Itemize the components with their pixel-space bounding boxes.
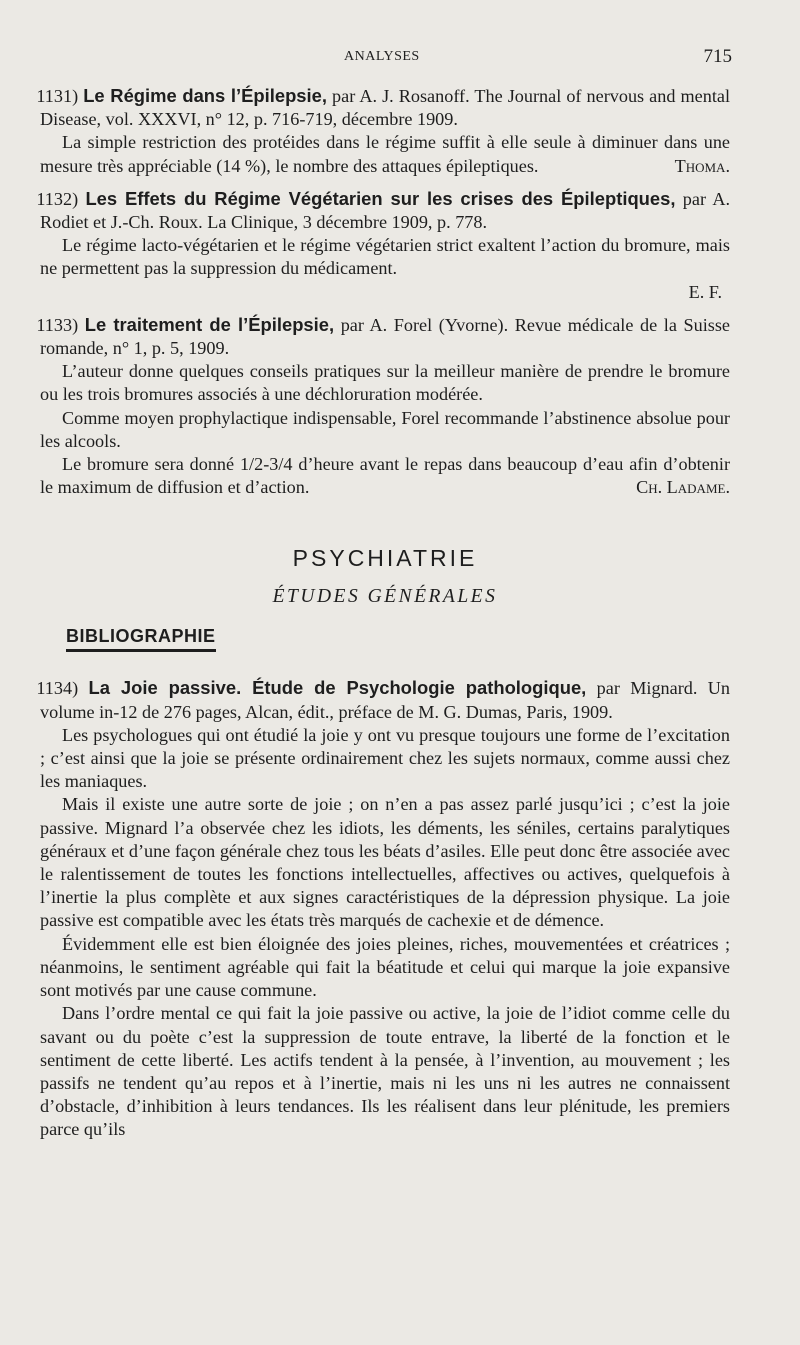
- entry-heading: [36, 313, 730, 360]
- subsection-title: ÉTUDES GÉNÉRALES: [272, 586, 498, 608]
- entry-paragraph: Le régime lacto-végétarien et le régime végétarien strict exaltent l’action du bromure, mais ne permettent pas la suppression du médicament.: [40, 235, 730, 279]
- entry-number: 1134): [36, 678, 79, 699]
- rubric-heading: BIBLIOGRAPHIE: [66, 626, 216, 652]
- entry-paragraph: La simple restriction des protéides dans le régime suffit à elle seule à diminuer dans une mesure très appréciable (14 %), le nombre des attaques épileptiques. Thoma.: [40, 131, 730, 177]
- entry-signature: Thoma.: [674, 155, 730, 176]
- entry-heading: [36, 187, 731, 234]
- section-title: PSYCHIATRIE: [292, 545, 478, 572]
- entry-paragraph: Comme moyen prophylactique indispensable, Forel recommande l’abstinence absolue pour les alcools.: [40, 407, 730, 451]
- entry-title: Le Régime dans l’Épilepsie,: [83, 85, 327, 106]
- entry-title: Le traitement de l’Épilepsie,: [84, 313, 335, 335]
- entry-title: La Joie passive. Étude de Psychologie pathologique,: [88, 677, 587, 699]
- entry-paragraph: Les psychologues qui ont étudié la joie y ont vu presque toujours une forme de l’excitation ; c’est ainsi que la joie se présente ordinairement chez les sujets normaux, comme aussi chez les maniaques.: [40, 724, 730, 792]
- entry-paragraph: Le bromure sera donné 1/2-3/4 d’heure avant le repas dans beaucoup d’eau afin d’obtenir le maximum de diffusion et d’action. Ch. Ladame.: [40, 453, 730, 499]
- page-content: [36, 84, 731, 1151]
- page-number: 715: [703, 46, 732, 67]
- running-head: [0, 46, 800, 70]
- entry-signature: Ch. Ladame.: [636, 477, 730, 498]
- entry-number: 1132): [36, 188, 79, 209]
- entry-number: 1131): [36, 86, 79, 106]
- entry-heading: [36, 84, 730, 131]
- entry-citation: par A. J. Rosanoff. The Journal of nervous and mental Disease, vol. XXXVI, n° 12, p. 716-719, décembre 1909.: [40, 86, 730, 130]
- entry-citation: par Mignard. Un volume in-12 de 276 pages, Alcan, édit., préface de M. G. Dumas, Paris, 1909.: [40, 678, 731, 722]
- abstract-entry-1132: [36, 187, 731, 304]
- entry-paragraph: Évidemment elle est bien éloignée des joies pleines, riches, mouvementées et créatrices ; néanmoins, le sentiment agréable qui fait la béatitude et celui qui marque la joie expansive sont motivés par une cause commune.: [40, 933, 730, 1001]
- entry-citation: par A. Rodiet et J.-Ch. Roux. La Clinique, 3 décembre 1909, p. 778.: [40, 188, 731, 233]
- abstract-entry-1134: [36, 676, 731, 1141]
- abstract-entry-1133: [36, 313, 730, 500]
- entry-citation: par A. Forel (Yvorne). Revue médicale de la Suisse romande, n° 1, p. 5, 1909.: [40, 314, 730, 359]
- entry-paragraph: Mais il existe une autre sorte de joie ; on n’en a pas assez parlé jusqu’ici ; c’est la joie passive. Mignard l’a observée chez les idiots, les déments, les séniles, certains paralytiques généraux et d’une façon générale chez tous les béats d’asiles. Elle peut donc être associée avec le ralentissement de toutes les fonctions intellectuelles, affectives ou actives, quelquefois à l’inertie la plus complète et aux signes caractéristiques de la dépression physique. La joie passive est compatible avec les états très marqués de cachexie et de démence.: [40, 794, 730, 931]
- entry-signature: E. F.: [688, 281, 722, 302]
- entry-title: Les Effets du Régime Végétarien sur les crises des Épileptiques,: [85, 187, 676, 209]
- entry-heading: [36, 676, 731, 723]
- entry-paragraph: L’auteur donne quelques conseils pratiques sur la meilleur manière de prendre le bromure ou les trois bromures associés à une déchloruration modérée.: [40, 361, 730, 405]
- entry-number: 1133): [36, 314, 79, 335]
- running-head-title: ANALYSES: [344, 49, 420, 64]
- entry-paragraph: Dans l’ordre mental ce qui fait la joie passive ou active, la joie de l’idiot comme celle du savant ou du poète c’est la suppression de toute entrave, la liberté de la fonction et le sentiment de cette liberté. Les actifs tendent à la pensée, à l’invention, au mouvement ; les passifs ne tendent qu’au repos et à l’inertie, mais ni les uns ni les autres ne connaissent d’obstacle, d’inhibition à leurs tendances. Ils les réalisent dans leur plénitude, les premiers parce qu’ils: [40, 1003, 730, 1140]
- abstract-entry-1131: [36, 84, 730, 178]
